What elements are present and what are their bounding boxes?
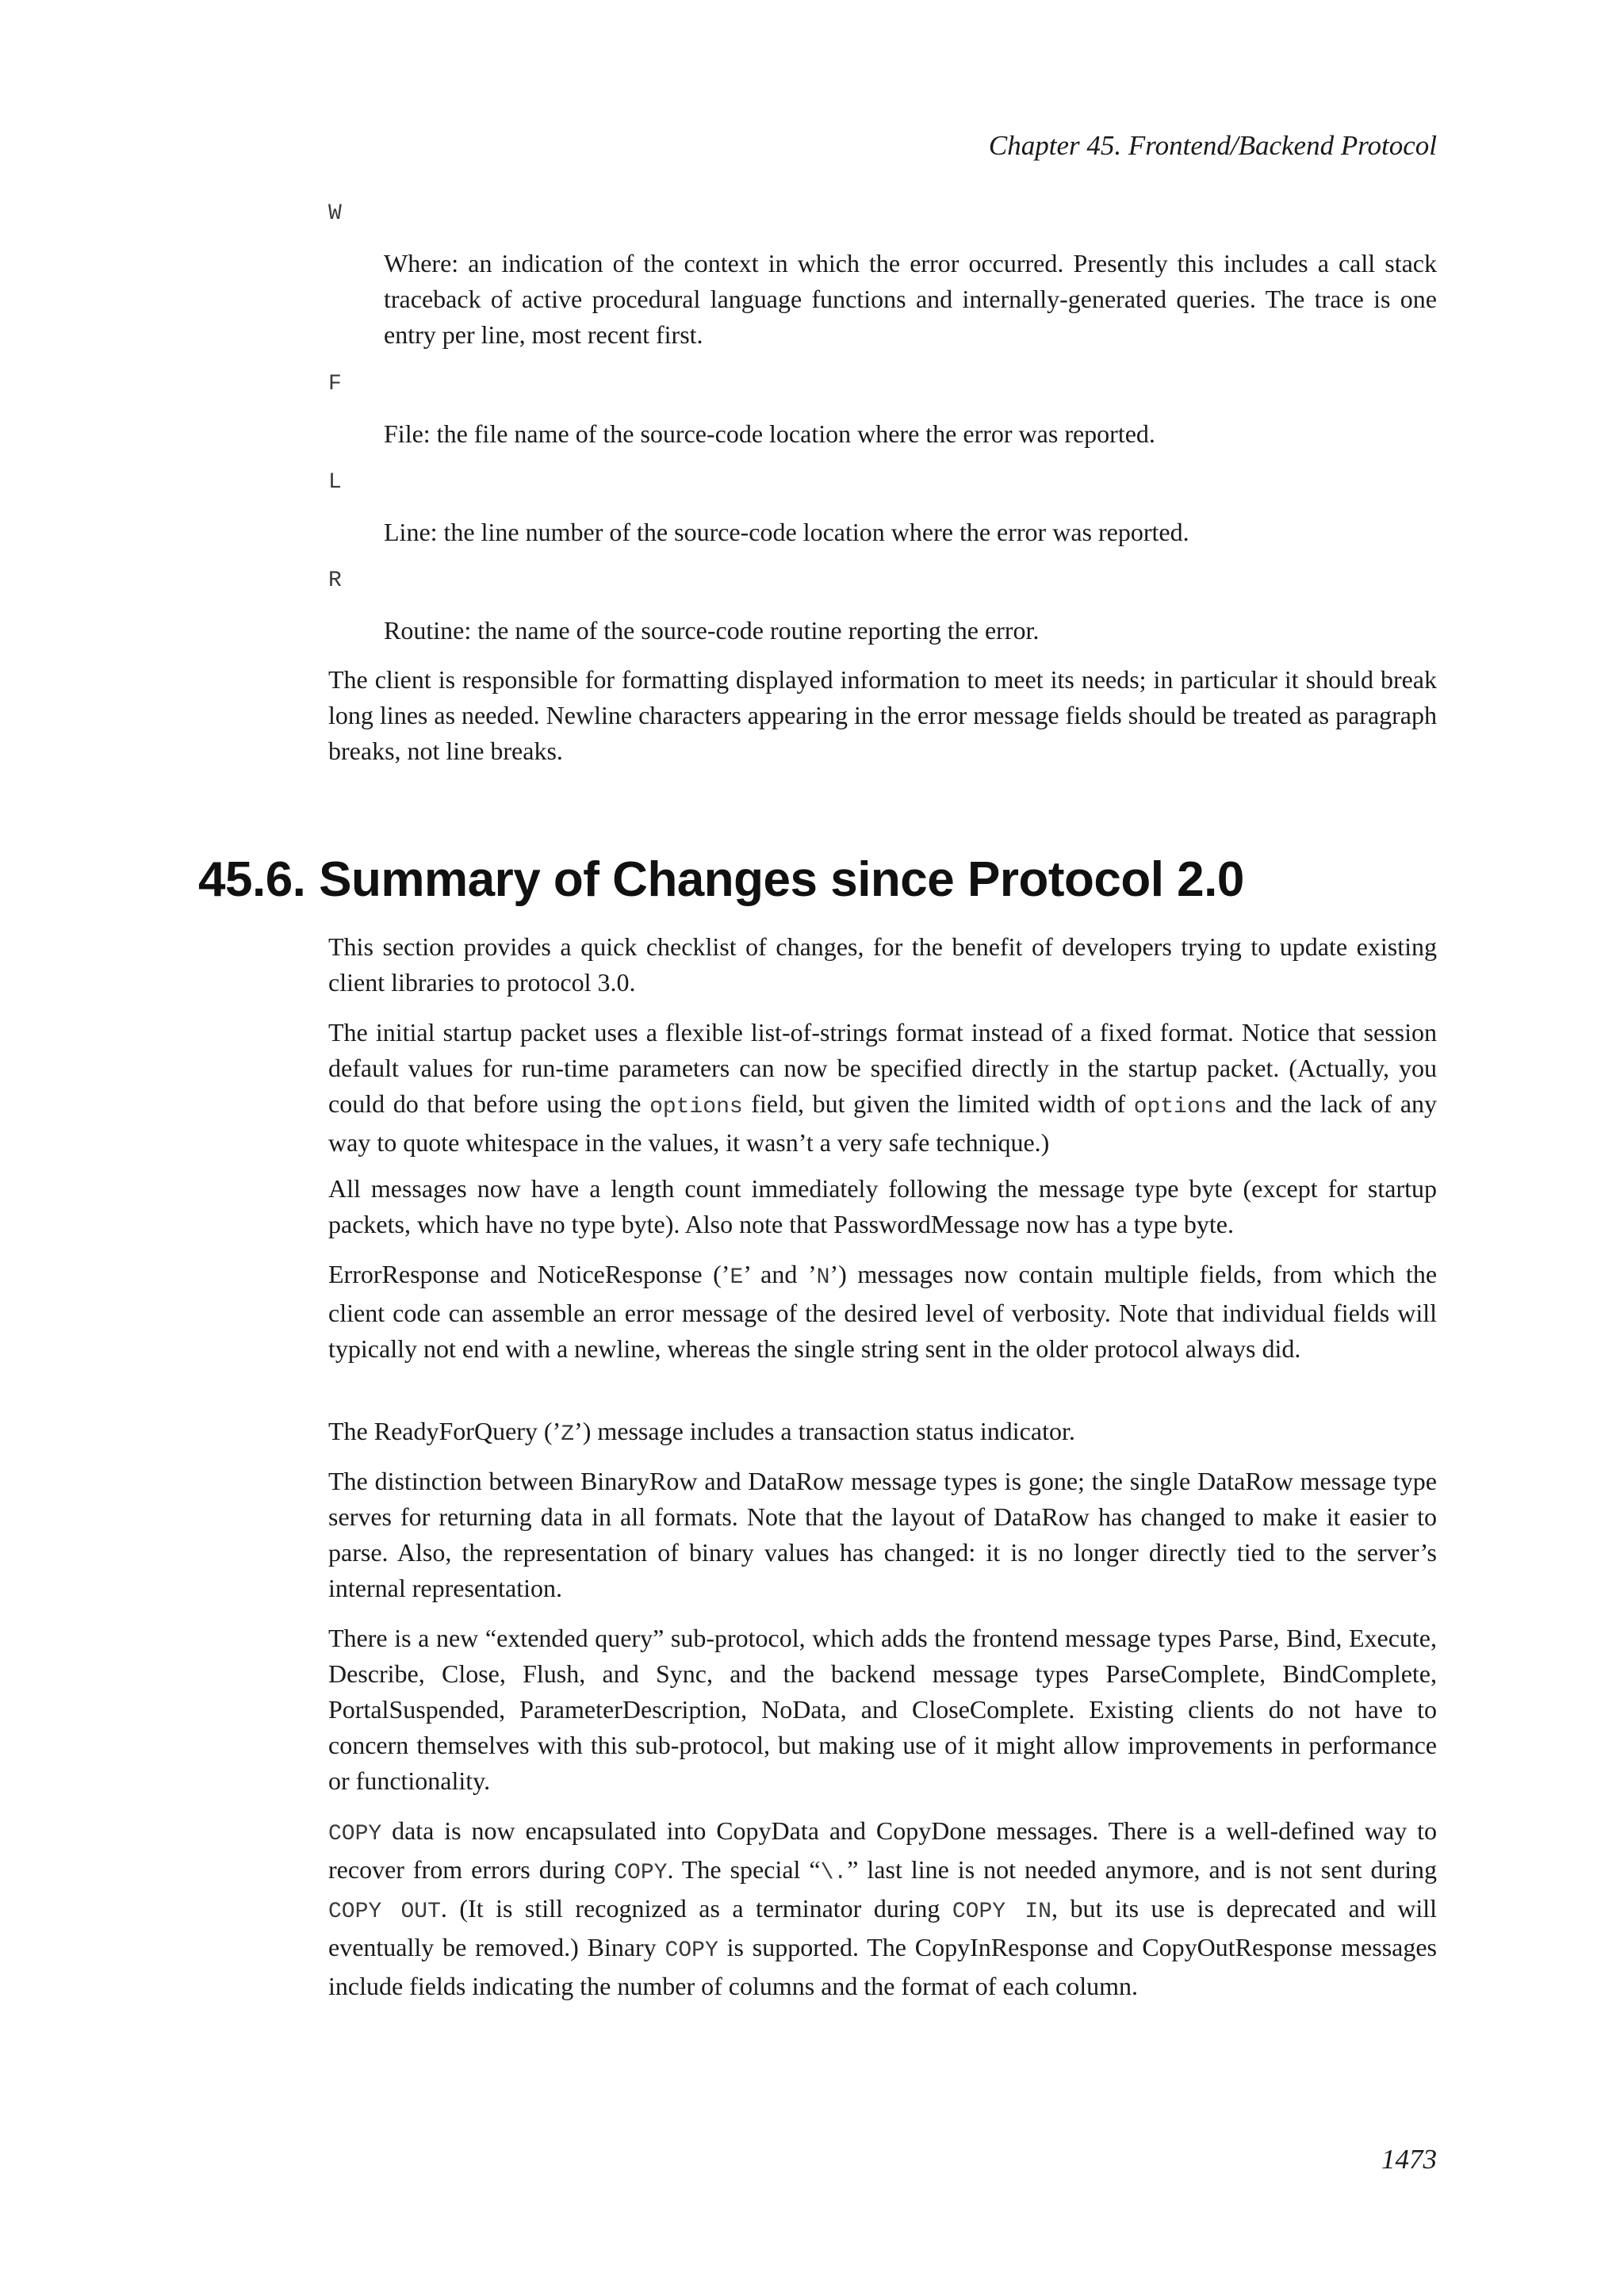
code-copy-1: COPY [328, 1822, 382, 1846]
code-options-2: options [1133, 1095, 1228, 1119]
definition-term-w: W [328, 201, 342, 226]
definition-desc-r: Routine: the name of the source-code routine reporting the error. [384, 616, 1040, 645]
paragraph-2-text-a: The initial startup packet uses a flexible list-of-strings format instead of a fixed format. Notice that session default values for run-time parameters can now be specified directly in the startup packet. (Actually, you could do that before using the [328, 1018, 1437, 1118]
paragraph-6: The distinction between BinaryRow and DataRow message types is gone; the single DataRow message type serves for returning data in all formats. Note that the layout of DataRow has changed to make it easier to parse. Also, the representation of binary values has changed: it is no longer directly tied to the server’s internal representation. [328, 1467, 1437, 1602]
definition-desc-l: Line: the line number of the source-code location where the error was reported. [384, 518, 1189, 546]
code-copy-in: COPY IN [952, 1900, 1051, 1924]
paragraph-8-text-d: . (It is still recognized as a terminator during [440, 1894, 952, 1923]
paragraph-5-text-a: The ReadyForQuery (’ [328, 1417, 561, 1445]
intro-paragraph: The client is responsible for formatting displayed information to meet its needs; in particular it should break long lines as needed. Newline characters appearing in the error message fields should be treated as paragraph breaks, not line breaks. [328, 665, 1437, 765]
definition-desc-f: File: the file name of the source-code location where the error was reported. [384, 419, 1155, 448]
paragraph-3: All messages now have a length count immediately following the message type byte (except for startup packets, which have no type byte). Also note that PasswordMessage now has a type byte. [328, 1174, 1437, 1238]
code-copy-out: COPY OUT [328, 1900, 441, 1924]
page-number: 1473 [1381, 2144, 1437, 2175]
running-header: Chapter 45. Frontend/Backend Protocol [988, 130, 1437, 161]
definition-term-f: F [328, 372, 342, 396]
paragraph-8-text-b: . The special “ [667, 1855, 821, 1884]
paragraph-4-text-c: ’) messages now contain multiple fields, from which the client code can assemble an error message of the desired level of verbosity. Note that individual fields will typically not end with a newline, whereas the single string sent in the older protocol always did. [328, 1260, 1438, 1363]
code-copy-2: COPY [614, 1861, 668, 1885]
paragraph-8-text-e: , but its use is deprecated and will eventually be removed.) Binary [328, 1894, 1438, 1961]
paragraph-5-text-b: ’) message includes a transaction status indicator. [574, 1417, 1075, 1445]
paragraph-8-text-c: ” last line is not needed anymore, and is not sent during [847, 1855, 1438, 1884]
paragraph-5 [328, 1414, 1437, 1452]
section-heading: 45.6. Summary of Changes since Protocol 2.0 [198, 852, 1244, 907]
paragraph-2 [328, 1015, 1437, 1161]
definition-term-l: L [328, 470, 342, 495]
paragraph-7: There is a new “extended query” sub-protocol, which adds the frontend message types Parse, Bind, Execute, Describe, Close, Flush, and Sync, and the backend message types ParseComplete, BindComplete, PortalSuspended, ParameterDescription, NoData, and CloseComplete. Existing clients do not have to concern themselves with this sub-protocol, but making use of it might allow improvements in performance or functionality. [328, 1624, 1437, 1795]
paragraph-4 [328, 1257, 1437, 1367]
code-e: E [730, 1265, 744, 1290]
paragraph-8-text-f: is supported. The CopyInResponse and CopyOutResponse messages include fields indicating the number of columns and the format of each column. [328, 1933, 1438, 2000]
definition-term-r: R [328, 568, 342, 593]
paragraph-4-text-a: ErrorResponse and NoticeResponse (’ [328, 1260, 730, 1288]
code-options-1: options [649, 1095, 743, 1119]
paragraph-2-text-c: and the lack of any way to quote whitespace in the values, it wasn’t a very safe technique.) [328, 1089, 1438, 1157]
paragraph-1: This section provides a quick checklist of changes, for the benefit of developers trying to update existing client libraries to protocol 3.0. [328, 932, 1437, 997]
code-backslash-dot: \. [820, 1861, 848, 1885]
definition-desc-w: Where: an indication of the context in which the error occurred. Presently this includes a call stack traceback of active procedural language functions and internally-generated queries. The trace is one entry per line, most recent first. [384, 249, 1437, 349]
code-n: N [816, 1265, 830, 1290]
code-z: Z [561, 1422, 575, 1447]
paragraph-8 [328, 1813, 1437, 2004]
paragraph-4-text-b: ’ and ’ [743, 1260, 817, 1288]
code-copy-3: COPY [665, 1938, 718, 1963]
paragraph-2-text-b: field, but given the limited width of [742, 1089, 1134, 1118]
paragraph-8-text-a: data is now encapsulated into CopyData and CopyDone messages. There is a well-defined way to recover from errors during [328, 1816, 1437, 1884]
